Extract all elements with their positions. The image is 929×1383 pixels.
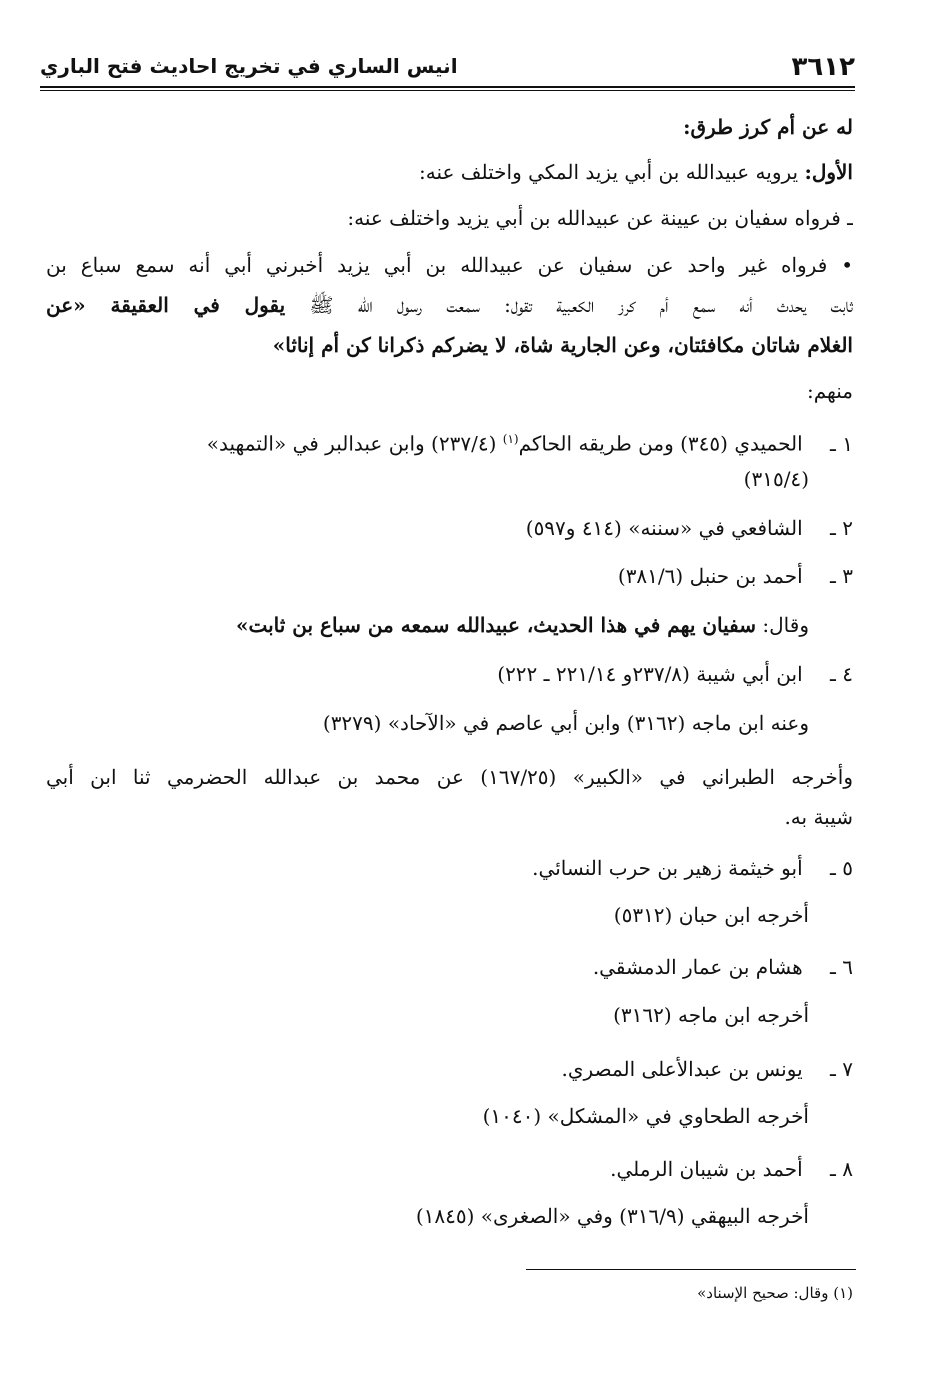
running-title: انيس الساري في تخريج احاديث فتح الباري bbox=[40, 54, 458, 78]
footnote-marker: (١) bbox=[833, 1284, 853, 1302]
body-line-1: له عن أم كرز طرق: bbox=[683, 115, 853, 139]
item-text-a: الحميدي (٣٤٥) ومن طريقه الحاكم bbox=[518, 431, 803, 456]
note-quote: سفيان يهم في هذا الحديث، عبيدالله سمعه من سباع بن ثابت» bbox=[235, 613, 757, 637]
body-line-tabarani-end: شيبة به. bbox=[784, 805, 853, 829]
footnote bbox=[697, 1282, 853, 1304]
list-item-3-note bbox=[46, 610, 809, 640]
item-text: أحمد بن حنبل (٣٨١/٦) bbox=[617, 564, 803, 588]
hadith-start: يقول في العقيقة «عن bbox=[46, 293, 286, 317]
list-number: ٥ ـ bbox=[830, 856, 853, 880]
first-path-text: يرويه عبيدالله بن أبي يزيد المكي واختلف عنه: bbox=[419, 160, 805, 184]
list-item-6 bbox=[46, 952, 853, 982]
note-intro: وقال: bbox=[756, 613, 809, 637]
hadith-intro: ثابت يحدث أنه سمع أم كرز الكعبية تقول: سمعت رسول الله ﷺ bbox=[285, 293, 853, 317]
hadith-text: الغلام شاتان مكافئتان، وعن الجارية شاة، لا يضركم ذكرانا كن أم إناثا» bbox=[272, 333, 853, 357]
list-item-4 bbox=[46, 659, 853, 689]
list-item-1-continued: (٣١٥/٤) bbox=[743, 467, 809, 491]
list-number: ٣ ـ bbox=[830, 564, 853, 588]
body-line-3: ـ فرواه سفيان بن عيينة عن عبيدالله بن أبي يزيد واختلف عنه: bbox=[347, 206, 853, 230]
item-text: يونس بن عبدالأعلى المصري. bbox=[561, 1057, 803, 1081]
list-item-1 bbox=[46, 424, 853, 459]
footnote-rule bbox=[526, 1269, 856, 1270]
list-number: ٨ ـ bbox=[830, 1157, 853, 1181]
page-number: ٣٦١٢ bbox=[791, 52, 855, 82]
item-text: ابن أبي شيبة (٢٣٧/٨و ٢٢١/١٤ ـ ٢٢٢) bbox=[497, 662, 803, 686]
list-item-5 bbox=[46, 853, 853, 883]
body-line-tabarani: وأخرجه الطبراني في «الكبير» (١٦٧/٢٥) عن محمد بن عبدالله الحضرمي ثنا ابن أبي bbox=[46, 765, 853, 789]
list-number: ٤ ـ bbox=[830, 662, 853, 686]
footnote-text: وقال: صحيح الإسناد» bbox=[697, 1284, 834, 1302]
item-text: أحمد بن شيبان الرملي. bbox=[610, 1157, 803, 1181]
list-item-2 bbox=[46, 513, 853, 543]
page-header bbox=[40, 48, 855, 84]
list-number: ٢ ـ bbox=[830, 516, 853, 540]
header-rule bbox=[40, 86, 855, 88]
list-number: ٦ ـ bbox=[830, 955, 853, 979]
list-number: ١ ـ bbox=[830, 431, 853, 456]
list-item-5-note: أخرجه ابن حبان (٥٣١٢) bbox=[613, 903, 809, 927]
body-line-2 bbox=[46, 157, 853, 187]
list-number: ٧ ـ bbox=[830, 1057, 853, 1081]
list-item-6-note: أخرجه ابن ماجه (٣١٦٢) bbox=[613, 1003, 809, 1027]
list-item-8-note: أخرجه البيهقي (٣١٦/٩) وفي «الصغرى» (١٨٤٥) bbox=[415, 1204, 809, 1228]
item-text-b: (٢٣٧/٤) وابن عبدالبر في «التمهيد» bbox=[206, 431, 503, 456]
first-path-label: الأول: bbox=[804, 160, 853, 184]
list-item-7-note: أخرجه الطحاوي في «المشكل» (١٠٤٠) bbox=[482, 1104, 809, 1128]
footnote-ref: (١) bbox=[502, 432, 519, 446]
body-line-4: • فرواه غير واحد عن سفيان عن عبيدالله بن أبي يزيد أخبرني أبي أنه سمع سباع بن bbox=[46, 253, 853, 277]
item-text: أبو خيثمة زهير بن حرب النسائي. bbox=[532, 856, 803, 880]
list-item-8 bbox=[46, 1154, 853, 1184]
item-text: هشام بن عمار الدمشقي. bbox=[592, 955, 803, 979]
header-rule-thin bbox=[40, 90, 855, 91]
body-line-7: منهم: bbox=[806, 379, 853, 403]
item-text: الشافعي في «سننه» (٤١٤ و٥٩٧) bbox=[525, 516, 803, 540]
list-item-7 bbox=[46, 1054, 853, 1084]
list-item-4-note: وعنه ابن ماجه (٣١٦٢) وابن أبي عاصم في «الآحاد» (٣٢٧٩) bbox=[322, 711, 809, 735]
list-item-3 bbox=[46, 561, 853, 591]
body-line-5 bbox=[46, 290, 853, 320]
